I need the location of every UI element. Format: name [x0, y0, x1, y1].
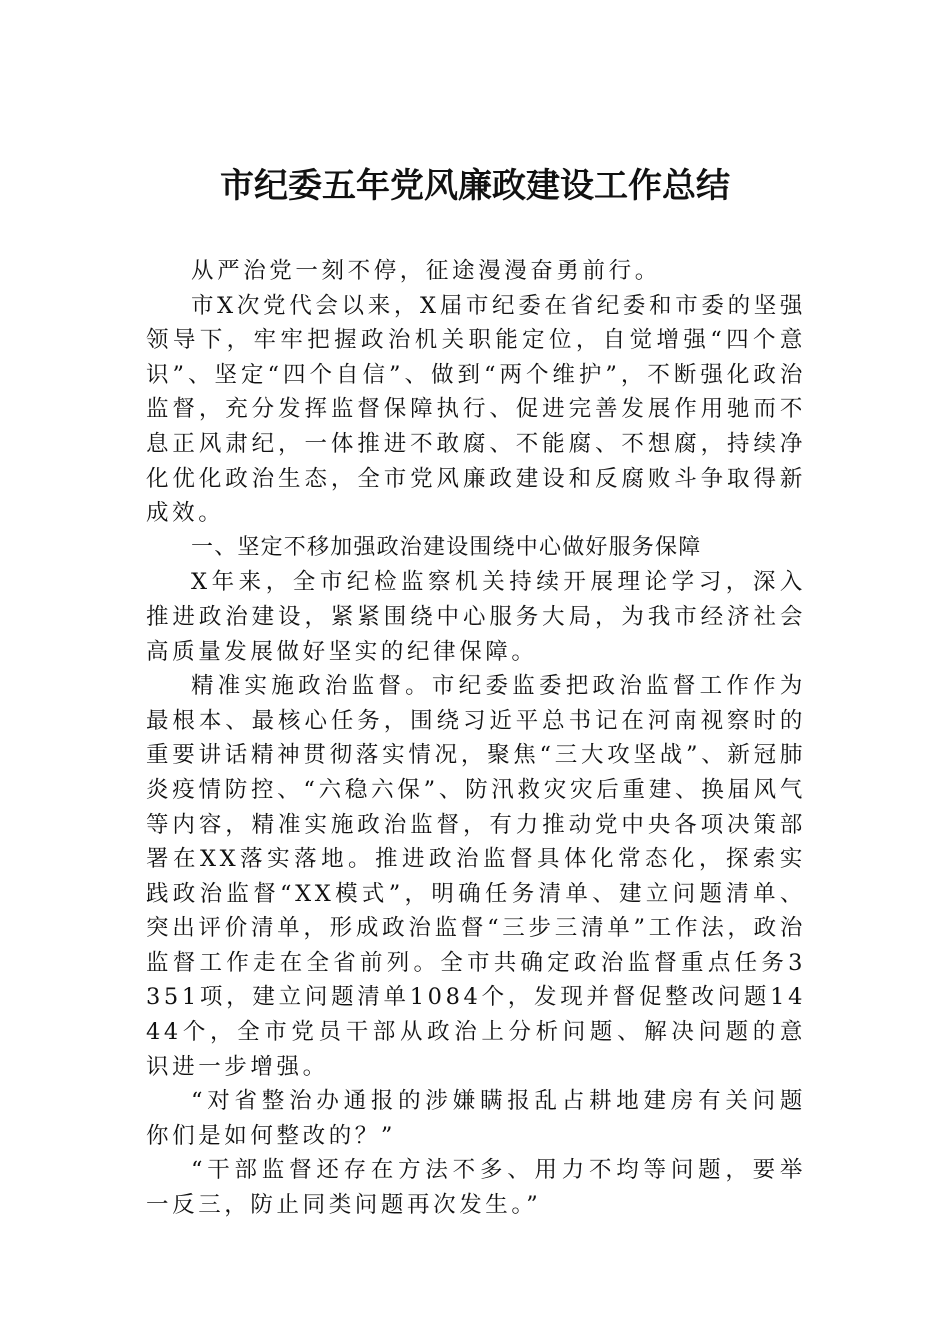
body-paragraph: 精准实施政治监督。市纪委监委把政治监督工作作为最根本、最核心任务，围绕习近平总书记在河南视察时的重要讲话精神贯彻落实情况，聚焦“三大攻坚战”、新冠肺炎疫情防控、“六稳六保”、防汛救灾灾后重建、换届风气等内容，精准实施政治监督，有力推动党中央各项决策部署在XX落实落地。推进政治监督具体化常态化，探索实践政治监督“XX模式”，明确任务清单、建立问题清单、突出评价清单，形成政治监督“三步三清单”工作法，政治监督工作走在全省前列。全市共确定政治监督重点任务3351项，建立问题清单1084个，发现并督促整改问题1444个，全市党员干部从政治上分析问题、解决问题的意识进一步增强。 — [146, 673, 806, 1080]
quote-paragraph: “干部监督还存在方法不多、用力不均等问题，要举一反三，防止同类问题再次发生。” — [146, 1157, 806, 1219]
document-body — [146, 254, 806, 1223]
body-paragraph: 市X次党代会以来，X届市纪委在省纪委和市委的坚强领导下，牢牢把握政治机关职能定位，自觉增强“四个意识”、坚定“四个自信”、做到“两个维护”，不断强化政治监督，充分发挥监督保障执行、促进完善发展作用驰而不息正风肃纪，一体推进不敢腐、不能腐、不想腐，持续净化优化政治生态，全市党风廉政建设和反腐败斗争取得新成效。 — [146, 292, 806, 527]
section-heading: 一、坚定不移加强政治建设围绕中心做好服务保障 — [191, 534, 702, 560]
quote-paragraph: “对省整治办通报的涉嫌瞒报乱占耕地建房有关问题你们是如何整改的？” — [146, 1088, 806, 1149]
body-paragraph: 从严治党一刻不停，征途漫漫奋勇前行。 — [191, 258, 661, 284]
document-title: 市纪委五年党风廉政建设工作总结 — [220, 166, 730, 206]
body-paragraph: X年来，全市纪检监察机关持续开展理论学习，深入推进政治建设，紧紧围绕中心服务大局，为我市经济社会高质量发展做好坚实的纪律保障。 — [146, 569, 806, 665]
